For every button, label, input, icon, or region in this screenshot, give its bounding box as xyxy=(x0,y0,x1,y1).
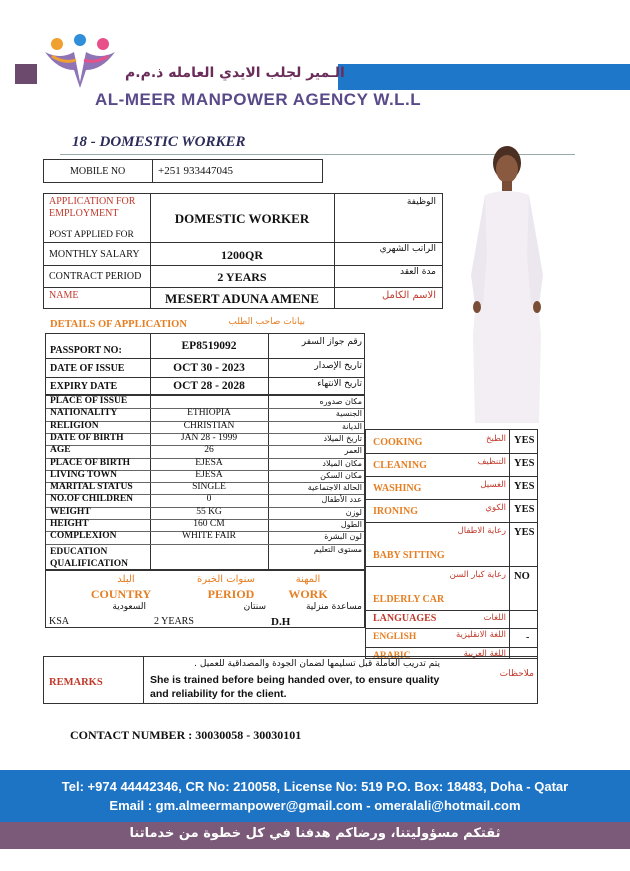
divider xyxy=(268,334,269,394)
languages-label: LANGUAGES xyxy=(373,613,437,624)
skill-value: YES xyxy=(514,504,535,515)
work-label: WORK xyxy=(288,587,328,601)
personal-label-ar: مكان صدوره xyxy=(319,397,362,406)
salary-label: MONTHLY SALARY xyxy=(49,249,140,260)
language-label-ar: اللغة العربية xyxy=(463,649,506,659)
country-value-ar: السعودية xyxy=(112,602,146,612)
passport-label: PASSPORT NO: xyxy=(50,345,122,356)
country-label: COUNTRY xyxy=(90,587,152,601)
personal-label: EDUCATION QUALIFICATION xyxy=(50,546,128,569)
personal-label-ar: الحالة الاجتماعية xyxy=(307,483,362,493)
personal-label-ar: مستوى التعليم xyxy=(313,544,362,554)
personal-value: SINGLE xyxy=(192,482,226,493)
personal-label-ar: الديانة xyxy=(341,421,362,431)
personal-details-table xyxy=(45,395,365,570)
language-label: ARABIC xyxy=(373,651,411,661)
personal-label: RELIGION xyxy=(50,420,99,431)
company-name-en: AL-MEER MANPOWER AGENCY W.L.L xyxy=(95,90,422,109)
divider xyxy=(143,657,144,703)
application-value: DOMESTIC WORKER xyxy=(174,211,310,226)
personal-label-ar: لون البشرة xyxy=(324,532,362,542)
remarks-label: REMARKS xyxy=(49,677,103,688)
country-label-ar: البلد xyxy=(117,574,135,585)
skill-label-ar: رعاية الاطفال xyxy=(457,526,506,536)
personal-label-ar: مكان الميلاد xyxy=(322,458,362,468)
skill-value: YES xyxy=(514,435,535,446)
document-title: 18 - DOMESTIC WORKER xyxy=(72,134,246,150)
contract-value: 2 YEARS xyxy=(217,270,267,284)
contract-label-ar: مدة العقد xyxy=(400,267,436,277)
personal-label: PLACE OF BIRTH xyxy=(50,457,131,468)
divider xyxy=(46,358,364,359)
personal-label-ar: لوزن xyxy=(345,507,362,517)
worker-photo xyxy=(455,135,560,425)
contract-label: CONTRACT PERIOD xyxy=(49,271,142,282)
divider xyxy=(366,647,537,648)
personal-label-ar: الجنسية xyxy=(335,409,362,419)
personal-value: 160 CM xyxy=(193,519,225,529)
issue-label: DATE OF ISSUE xyxy=(50,363,125,374)
name-value: MESERT ADUNA AMENE xyxy=(165,291,319,306)
application-label-ar: الوظيفة xyxy=(406,197,436,207)
footer-slogan: ثقتكم مسؤوليتنا، ورضاكم هدفنا في كل خطوة من خدماتنا xyxy=(129,826,501,841)
remarks-block xyxy=(43,656,538,704)
divider xyxy=(44,242,442,243)
skill-label: ELDERLY CAR xyxy=(373,594,445,605)
skill-label: CLEANING xyxy=(373,460,427,471)
personal-value: CHRISTIAN xyxy=(183,420,235,431)
application-label: APPLICATION FOR EMPLOYMENT xyxy=(49,196,136,219)
personal-label-ar: الطول xyxy=(340,520,362,529)
skill-label: BABY SITTING xyxy=(373,550,445,561)
skill-label: IRONING xyxy=(373,506,419,517)
divider xyxy=(509,430,510,658)
personal-label-ar: تاريخ الميلاد xyxy=(323,433,362,443)
contact-number: CONTACT NUMBER : 30030058 - 30030101 xyxy=(70,728,302,742)
expiry-value: OCT 28 - 2028 xyxy=(173,380,245,392)
divider xyxy=(44,265,442,266)
salary-label-ar: الراتب الشهري xyxy=(379,244,436,254)
personal-value: WHITE FAIR xyxy=(182,531,236,542)
issue-value: OCT 30 - 2023 xyxy=(173,362,245,374)
personal-value: 55 KG xyxy=(196,506,222,517)
personal-label: COMPLEXION xyxy=(50,531,117,542)
divider xyxy=(366,610,537,611)
period-value: 2 YEARS xyxy=(154,616,194,627)
languages-label-ar: اللغات xyxy=(483,613,506,623)
period-value-ar: سنتان xyxy=(243,602,266,612)
personal-value: 26 xyxy=(204,445,214,456)
skill-label-ar: الكوي xyxy=(485,503,506,513)
personal-label: NATIONALITY xyxy=(50,408,118,419)
name-label-ar: الاسم الكامل xyxy=(381,290,436,301)
name-label: NAME xyxy=(49,290,79,301)
personal-value: ETHIOPIA xyxy=(187,408,231,419)
personal-label: NO.OF CHILDREN xyxy=(50,494,134,505)
issue-label-ar: تاريخ الإصدار xyxy=(314,361,362,371)
remarks-text-en: She is trained before being handed over, to ensure quality and reliability for the client. xyxy=(150,674,440,700)
work-value-ar: مساعدة منزلية xyxy=(305,602,362,612)
application-block xyxy=(43,193,443,309)
language-value: - xyxy=(526,632,530,643)
skill-value: YES xyxy=(514,481,535,492)
remarks-text-ar: يتم تدريب العاملة قبل تسليمها لضمان الجودة والمصداقية للعميل . xyxy=(194,659,440,669)
period-label: PERIOD xyxy=(207,587,255,601)
salary-value: 1200QR xyxy=(221,248,263,262)
skill-label: WASHING xyxy=(373,483,422,494)
divider xyxy=(366,628,537,629)
divider xyxy=(46,377,364,378)
details-heading: DETAILS OF APPLICATION xyxy=(50,319,187,330)
mobile-row xyxy=(43,159,323,183)
period-label-ar: سنوات الخبرة xyxy=(197,574,255,585)
skill-value: YES xyxy=(514,527,535,538)
divider xyxy=(334,194,335,308)
personal-label: DATE OF BIRTH xyxy=(50,432,124,443)
skill-label-ar: رعاية كبار السن xyxy=(449,570,506,580)
skills-table xyxy=(365,429,538,662)
personal-value: 0 xyxy=(206,494,212,505)
footer-contact-line: Tel: +974 44442346, CR No: 210058, License No: 519 P.O. Box: 18483, Doha - Qatar xyxy=(61,779,569,794)
company-name-ar: الـمير لجلب الايدي العامله ذ.م.م xyxy=(125,65,345,81)
mobile-value: +251 933447045 xyxy=(158,165,233,177)
divider xyxy=(366,566,537,567)
language-label: ENGLISH xyxy=(373,632,417,642)
skill-label-ar: الطبخ xyxy=(486,434,506,444)
country-value: KSA xyxy=(49,616,70,627)
application-sub-label: POST APPLIED FOR xyxy=(49,230,134,240)
mobile-label: MOBILE NO xyxy=(70,166,126,177)
personal-label: HEIGHT xyxy=(50,519,89,529)
footer-band xyxy=(0,770,630,822)
skill-value: NO xyxy=(514,571,530,582)
personal-label: LIVING TOWN xyxy=(50,469,117,480)
work-label-ar: المهنة xyxy=(295,574,321,585)
company-logo-icon xyxy=(40,30,120,90)
divider xyxy=(366,499,537,500)
header-right-bar xyxy=(338,64,630,90)
experience-block xyxy=(45,570,365,628)
divider xyxy=(152,160,153,182)
personal-label: AGE xyxy=(50,445,71,456)
skill-label-ar: التنظيف xyxy=(477,457,506,467)
personal-label: PLACE OF ISSUE xyxy=(50,396,128,406)
header-left-bar xyxy=(15,64,37,84)
personal-value: EJESA xyxy=(195,457,223,468)
expiry-label: EXPIRY DATE xyxy=(50,381,118,392)
skill-label-ar: الغسيل xyxy=(480,480,506,490)
personal-label: MARITAL STATUS xyxy=(50,482,133,493)
skill-value: YES xyxy=(514,458,535,469)
language-label-ar: اللغة الانقليزية xyxy=(456,630,506,640)
footer-email-line: Email : gm.almeermanpower@gmail.com - omeralali@hotmail.com xyxy=(109,798,521,813)
work-value: D.H xyxy=(271,616,291,628)
skill-label: COOKING xyxy=(373,437,423,448)
personal-label-ar: عدد الأطفال xyxy=(321,495,362,505)
divider xyxy=(44,287,442,288)
remarks-label-ar: ملاحظات xyxy=(499,669,534,679)
personal-label-ar: مكان السكن xyxy=(320,470,362,480)
details-heading-ar: بيانات صاحب الطلب xyxy=(228,317,305,327)
personal-value: EJESA xyxy=(195,469,223,480)
personal-label-ar: العمر xyxy=(344,446,362,456)
personal-label: WEIGHT xyxy=(50,506,91,517)
personal-value: JAN 28 - 1999 xyxy=(180,432,238,443)
language-value: - xyxy=(526,651,530,662)
passport-label-ar: رقم جواز السفر xyxy=(301,337,362,347)
divider xyxy=(366,453,537,454)
expiry-label-ar: تاريخ الانتهاء xyxy=(317,379,362,389)
divider xyxy=(366,522,537,523)
passport-value: EP8519092 xyxy=(181,340,237,352)
divider xyxy=(366,476,537,477)
passport-block xyxy=(45,333,365,395)
